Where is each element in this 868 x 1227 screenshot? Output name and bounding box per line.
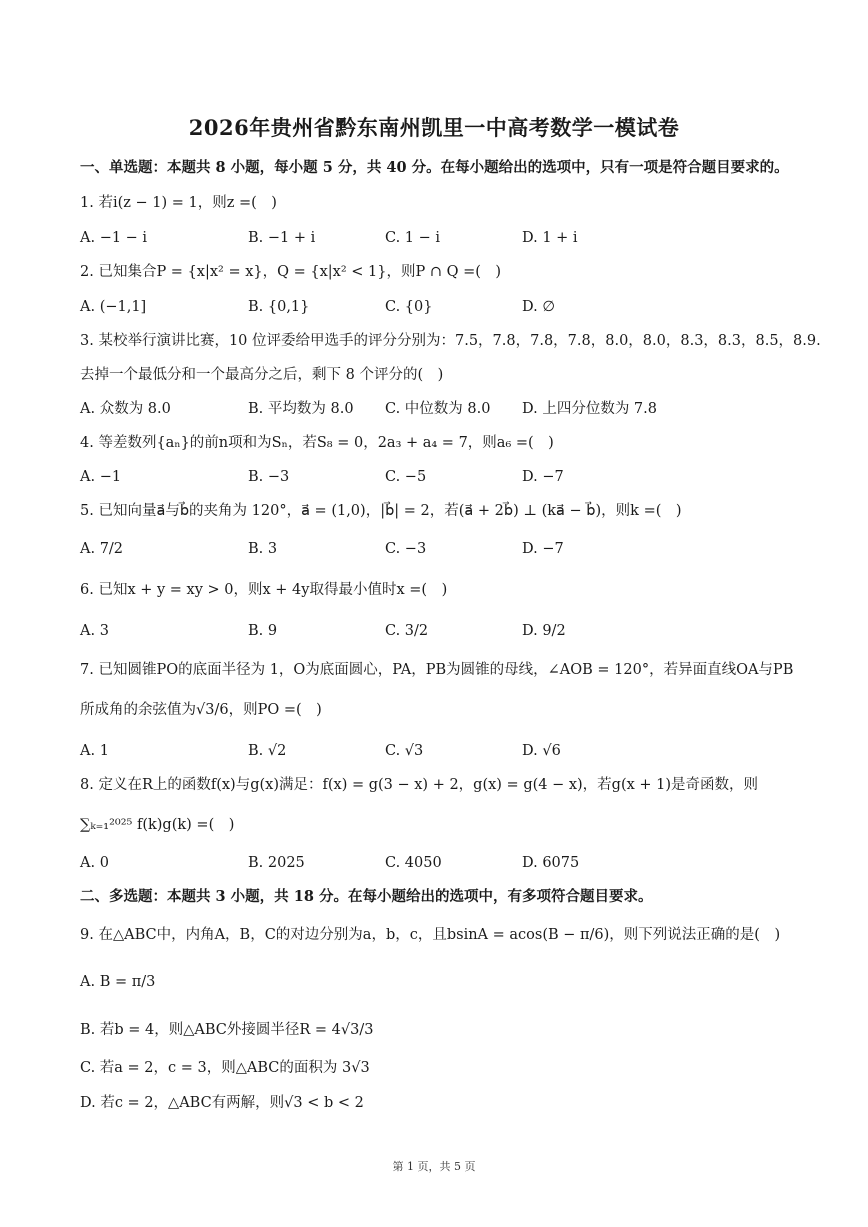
option-a: A. 1 [80,743,109,759]
section-single-choice-heading: 一、单选题：本题共 8 小题，每小题 5 分，共 40 分。在每小题给出的选项中，只有一项是符合题目要求的。 [80,159,789,176]
option-b: B. 2025 [248,855,305,871]
question-1-stem: 1. 若i(z − 1) = 1，则z =( ) [80,195,277,211]
option-d: D. 上四分位数为 7.8 [522,401,657,417]
option-d: D. ∅ [522,299,555,315]
question-2-options [80,296,800,320]
option-c: C. 1 − i [385,230,441,246]
question-9-choice-d: D. 若c = 2，△ABC有两解，则√3 < b < 2 [80,1095,364,1111]
page-footer: 第 1 页，共 5 页 [392,1160,476,1173]
question-9-stem: 9. 在△ABC中，内角A，B，C的对边分别为a，b，c，且bsinA = acos(B − π/6)，则下列说法正确的是( ) [80,927,781,943]
option-c: C. −5 [385,469,427,485]
question-5-stem: 5. 已知向量a⃗与b⃗的夹角为 120°，a⃗ = (1,0)，|b⃗| = 2，若(a⃗ + 2b⃗) ⊥ (ka⃗ − b⃗)，则k =( ) [80,503,682,519]
option-a: A. 0 [80,855,109,871]
option-a: A. (−1,1] [80,299,147,315]
option-c: C. −3 [385,541,427,557]
option-a: A. 众数为 8.0 [80,401,171,417]
question-7-stem-line-1: 7. 已知圆锥PO的底面半径为 1，O为底面圆心，PA，PB为圆锥的母线，∠AOB = 120°，若异面直线OA与PB [80,662,794,678]
page-title: 2026年贵州省黔东南州凯里一中高考数学一模试卷 [188,115,680,140]
question-4-options [80,466,800,490]
question-7-options [80,740,800,764]
question-9-choice-a: A. B = π/3 [80,974,156,990]
option-a: A. 3 [80,623,109,639]
option-c: C. 4050 [385,855,442,871]
question-6-stem: 6. 已知x + y = xy > 0，则x + 4y取得最小值时x =( ) [80,582,448,598]
option-d: D. √6 [522,743,561,759]
option-d: D. 6075 [522,855,580,871]
option-d: D. 1 + i [522,230,578,246]
option-d: D. −7 [522,541,564,557]
option-b: B. √2 [248,743,287,759]
section-multi-choice-heading: 二、多选题：本题共 3 小题，共 18 分。在每小题给出的选项中，有多项符合题目要求。 [80,888,653,905]
question-1-options [80,227,800,251]
question-9-choice-b: B. 若b = 4，则△ABC外接圆半径R = 4√3/3 [80,1022,374,1038]
option-a: A. 7/2 [80,541,124,557]
question-3-stem-line-2: 去掉一个最低分和一个最高分之后，剩下 8 个评分的( ) [80,367,444,383]
question-7-stem-line-2: 所成角的余弦值为√3/6，则PO =( ) [80,702,322,718]
option-c: C. 中位数为 8.0 [385,401,491,417]
question-8-options [80,852,800,876]
option-b: B. −1 + i [248,230,316,246]
option-c: C. 3/2 [385,623,429,639]
question-4-stem: 4. 等差数列{aₙ}的前n项和为Sₙ，若S₈ = 0，2a₃ + a₄ = 7，则a₆ =( ) [80,435,554,451]
option-b: B. {0,1} [248,299,310,315]
question-2-stem: 2. 已知集合P = {x|x² = x}，Q = {x|x² < 1}，则P ∩ Q =( ) [80,264,502,280]
option-b: B. 3 [248,541,278,557]
option-c: C. √3 [385,743,424,759]
question-9-choice-c: C. 若a = 2，c = 3，则△ABC的面积为 3√3 [80,1060,370,1076]
question-8-stem-line-2: ∑ₖ₌₁²⁰²⁵ f(k)g(k) =( ) [80,817,235,833]
option-d: D. −7 [522,469,564,485]
question-6-options [80,620,800,644]
option-a: A. −1 [80,469,122,485]
option-b: B. 平均数为 8.0 [248,401,354,417]
question-5-options [80,538,800,562]
option-d: D. 9/2 [522,623,566,639]
option-b: B. −3 [248,469,290,485]
question-8-stem-line-1: 8. 定义在R上的函数f(x)与g(x)满足：f(x) = g(3 − x) + 2，g(x) = g(4 − x)，若g(x + 1)是奇函数，则 [80,777,759,793]
option-a: A. −1 − i [80,230,148,246]
option-b: B. 9 [248,623,278,639]
question-3-options [80,398,800,422]
question-3-stem-line-1: 3. 某校举行演讲比赛，10 位评委给甲选手的评分分别为：7.5，7.8，7.8，7.8，8.0，8.0，8.3，8.3，8.5，8.9. [80,333,821,349]
option-c: C. {0} [385,299,433,315]
